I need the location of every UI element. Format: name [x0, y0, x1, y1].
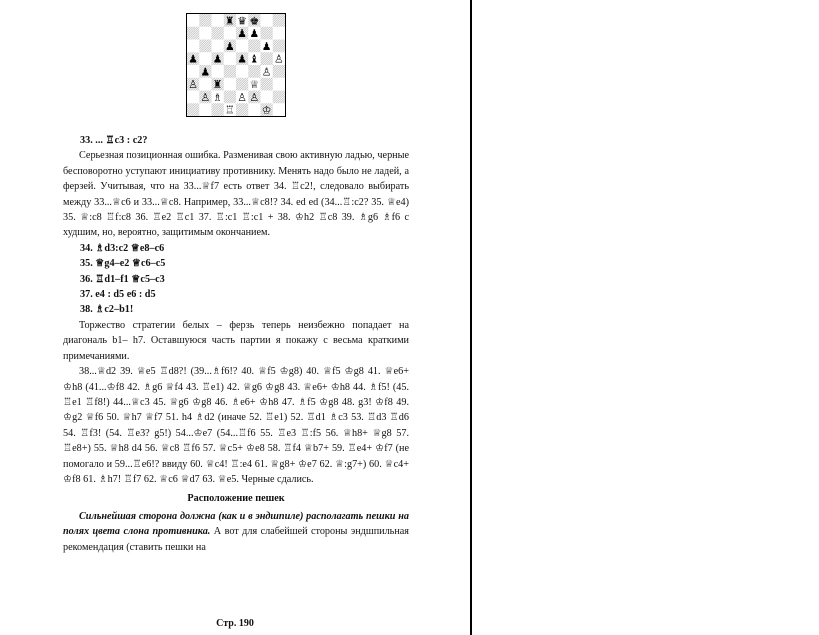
dark-square: [187, 27, 199, 40]
chess-piece: ♖: [225, 103, 235, 116]
chess-piece: ♜: [225, 14, 235, 28]
dark-square: [212, 27, 224, 40]
chess-piece: ♗: [212, 90, 223, 104]
move-35: 35. ♕g4–e2 ♕c6–c5: [80, 258, 166, 270]
page-divider: [470, 0, 472, 635]
chess-piece: ♟: [237, 52, 247, 66]
chess-piece: ♙: [261, 65, 272, 79]
chess-piece: ♙: [188, 78, 198, 92]
chess-piece: ♝: [249, 52, 260, 66]
chess-board-svg: [187, 14, 285, 116]
dark-square: [199, 14, 211, 27]
chess-piece: ♙: [237, 90, 247, 104]
dark-square: [261, 52, 273, 65]
dark-square: [224, 65, 236, 78]
chess-piece: ♟: [200, 65, 211, 79]
commentary-paragraph-2: Торжество стратегии белых – ферзь теперь неизбежно попадает на диагональ b1– h7. Оставшуюся часть партии я покажу с весьма краткими примечаниями.: [63, 319, 409, 362]
section-heading: Расположение пешек: [187, 493, 285, 505]
dark-square: [212, 103, 224, 116]
chess-piece: ♟: [225, 39, 235, 53]
chess-piece: ♙: [249, 90, 260, 104]
dark-square: [224, 91, 236, 104]
move-34: 34. ♗d3:c2 ♕e8–c6: [80, 242, 165, 254]
game-continuation: 38...♕d2 39. ♕e5 ♖d8?! (39...♗f6!? 40. ♕f5 ♔g8) 40. ♕f5 ♔g8 41. ♕e6+ ♔h8 (41...♔f8 42. ♗g6 ♕f4 43. ♖e1) 42. ♕g6 ♔g8 43. ♕e6+ ♔h8 44. ♗f5! (45. ♖e1 ♖f8!) 44...♕c3 45. ♕g6 ♔g8 46. ♗e6+ ♔h8 47. ♗f5 ♔g8 48. g3! ♔f8 49. ♔g2 ♕f6 50. ♕h7 ♕f7 51. h4 ♗d2 (иначе 52. ♖e1) 52. ♖d1 ♗c3 53. ♖d3 ♖d6 54. ♖f3! (54. ♖e3? g5!) 54...♔e7 (54...♖f6 55. ♖e3 ♖:f5 56. ♕h8+ ♕g8 57. ♖e8+) 55. ♕h8 d4 56. ♕c8 ♖f6 57. ♕c5+ ♔e8 58. ♖f4 ♕b7+ 59. ♖e4+ ♔f7 (не помогало и 59...♖e6!? ввиду 60. ♕c4! ♖:e4 61. ♕g8+ ♔e7 62. ♕:g7+) 60. ♕c4+ ♔f8 61. ♗h7! ♖f7 62. ♕c6 ♕d7 63. ♕e5. Черные сдались.: [63, 366, 409, 485]
dark-square: [273, 91, 285, 104]
dark-square: [236, 103, 248, 116]
section-paragraph-rest: А вот для слабейшей стороны эндшпильная рекомендация (ставить пешки на: [63, 526, 409, 553]
commentary-paragraph-1: Серьезная позиционная ошибка. Разменивая свою активную ладью, черные бесповоротно уступают инициативу противнику. Менять надо было не ладей, а ферзей. Учитывая, что на 33...♕f7 есть ответ 34. ♖c2!, следовало выбирать между 33...♕c6 и 33...♕c8. Например, 33...♕c8!? 34. ed ed (34...♖:c2? 35. ♕e4) 35. ♕:c8 ♖f:c8 36. ♖e2 ♖c1 37. ♖:c1 ♖:c1 + 38. ♔h2 ♖c8 39. ♗g6 ♗f6 с худшим, но, вероятно, защитимым окончанием.: [63, 150, 409, 239]
section-paragraph: [63, 509, 409, 555]
dark-square: [187, 103, 199, 116]
dark-square: [273, 14, 285, 27]
chess-piece: ♟: [249, 27, 260, 41]
chess-piece: ♛: [237, 14, 247, 28]
chess-piece: ♚: [249, 14, 260, 28]
move-37: 37. e4 : d5 e6 : d5: [80, 289, 156, 301]
chess-diagram: [186, 13, 286, 117]
chess-piece: ♟: [261, 39, 272, 53]
chess-piece: ♟: [237, 27, 247, 41]
dark-square: [248, 40, 260, 53]
chess-piece: ♕: [249, 78, 260, 92]
dark-square: [273, 40, 285, 53]
dark-square: [261, 78, 273, 91]
chess-piece: ♟: [188, 52, 198, 66]
move-36: 36. ♖d1–f1 ♕c5–c3: [80, 273, 165, 285]
thesis-text: Сильнейшая сторона должна (как и в эндшпиле) располагать пешки на полях цвета слона противника.: [63, 510, 409, 538]
chess-piece: ♜: [212, 78, 223, 92]
page-text: [63, 133, 409, 555]
chess-piece: ♟: [212, 52, 223, 66]
dark-square: [199, 40, 211, 53]
move-33-heading: 33. ... ♖c3 : c2?: [80, 135, 148, 146]
dark-square: [236, 78, 248, 91]
dark-square: [248, 65, 260, 78]
move-38: 38. ♗c2–b1!: [80, 304, 134, 316]
chess-piece: ♙: [200, 90, 211, 104]
chess-piece: ♙: [274, 52, 284, 66]
dark-square: [273, 65, 285, 78]
dark-square: [261, 27, 273, 40]
chess-piece: ♔: [261, 103, 272, 116]
page-number: Стр. 190: [216, 618, 254, 629]
